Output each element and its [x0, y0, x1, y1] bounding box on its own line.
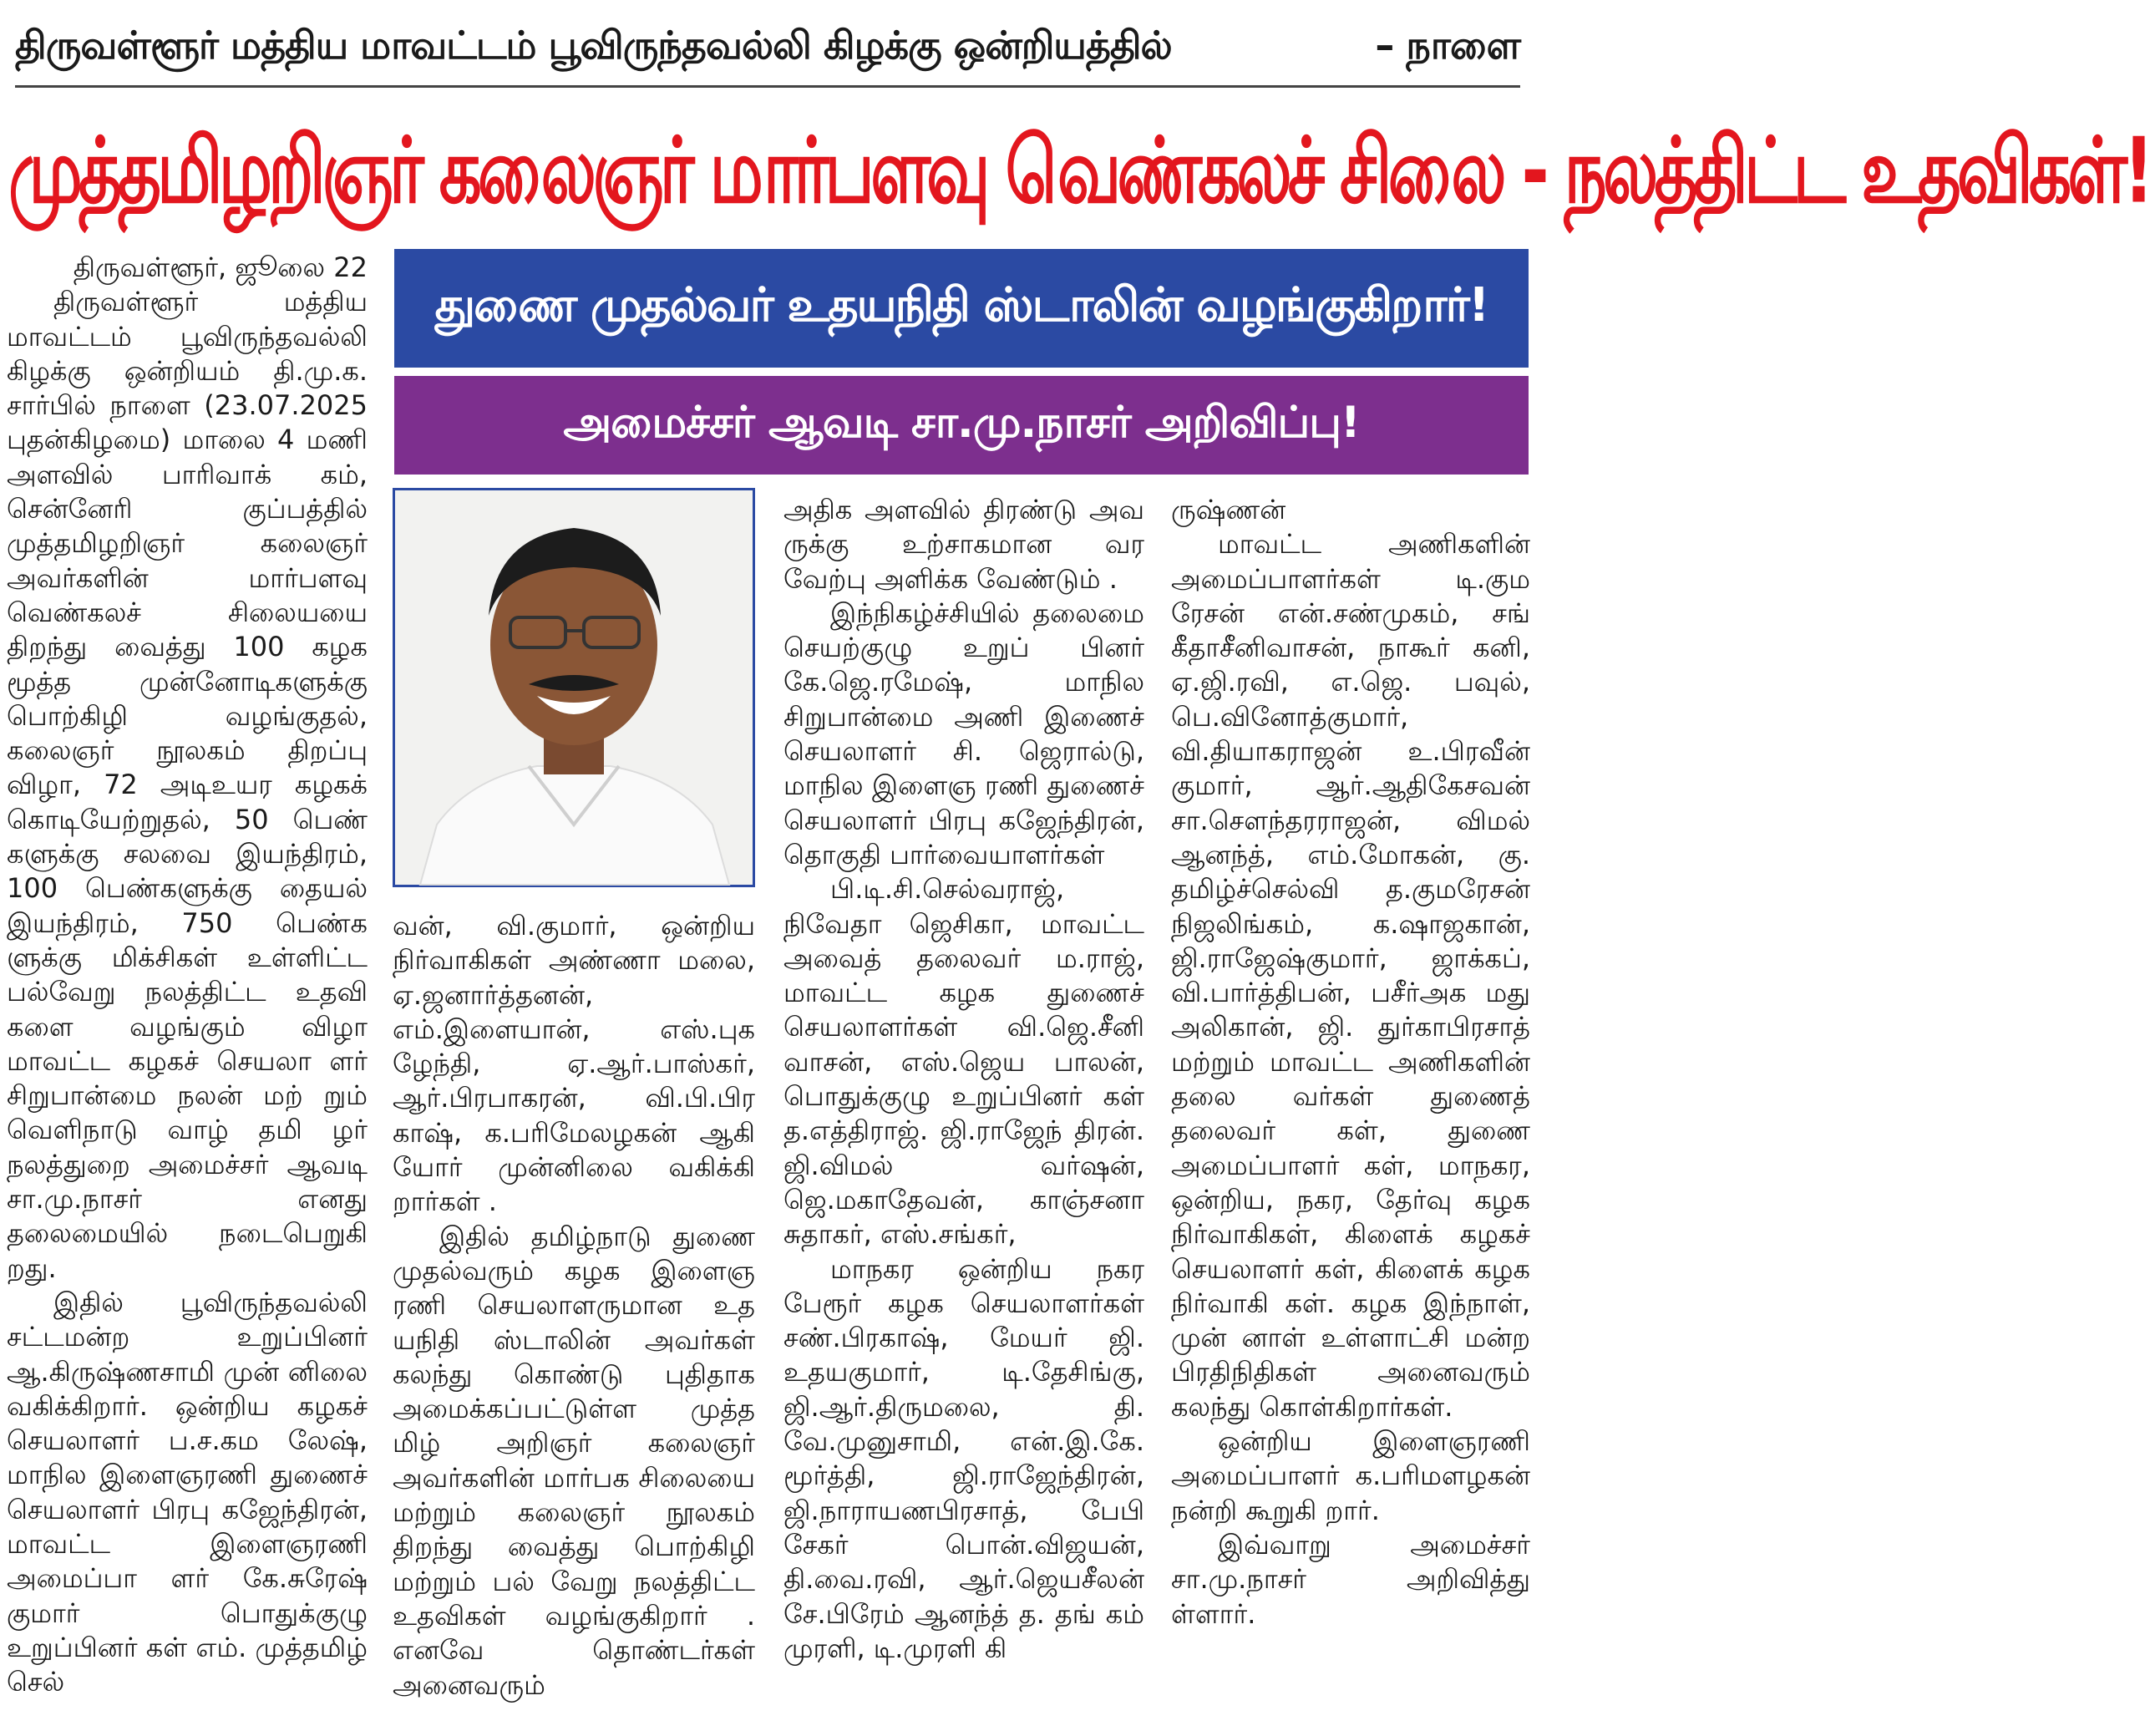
paragraph: மாநகர ஒன்றிய நகர பேரூர் கழக செயலாளர்கள் சண்.பிரகாஷ், மேயர் ஜி. உதயகுமார், டி.தேசிங்கு, ஜி.ஆர்.திருமலை, தி. வே.முனுசாமி, என்.இ.கே. மூர்த்தி, ஜி.ராஜேந்திரன், ஜி.நாராயணபிரசாத், பேபி சேகர் பொன்.விஜயன், தி.வை.ரவி, ஆர்.ஜெயசீலன் சே.பிரேம் ஆனந்த் த. தங் கம் முரளி, டி.முரளி கி	[783, 1252, 1144, 1664]
subheadline-blue-text: துணை முதல்வர் உதயநிதி ஸ்டாலின் வழங்குகிறார்!	[434, 278, 1488, 332]
dateline: திருவள்ளூர், ஜூலை 22	[73, 251, 368, 283]
kicker-tail: – நாளை	[1375, 22, 1520, 68]
paragraph: அதிக அளவில் திரண்டு அவ ருக்கு உற்சாகமான வர வேற்பு அளிக்க வேண்டும் .	[783, 494, 1144, 595]
column-1	[7, 251, 368, 1699]
portrait-illustration	[395, 490, 753, 885]
paragraph: இவ்வாறு அமைச்சர் சா.மு.நாசர் அறிவித்து ள்ளார்.	[1171, 1528, 1530, 1630]
subheadline-purple-text: அமைச்சர் ஆவடி சா.மு.நாசர் அறிவிப்பு!	[563, 397, 1360, 448]
subheadline-banner-purple	[394, 376, 1529, 475]
subheadline-banner-blue	[394, 249, 1529, 368]
paragraph: வன், வி.குமார், ஒன்றிய நிர்வாகிகள் அண்ணா மலை, ஏ.ஜனார்த்தனன், எம்.இளையான், எஸ்.புக ழேந்தி, ஏ.ஆர்.பாஸ்கர், ஆர்.பிரபாகரன், வி.பி.பிர காஷ், க.பரிமேலழகன் ஆகி யோர் முன்னிலை வகிக்கி றார்கள் .	[393, 910, 755, 1218]
column-3	[783, 493, 1144, 1666]
main-headline: முத்தமிழறிஞர் கலைஞர் மார்பளவு வெண்கலச் சிலை - நலத்திட்ட உதவிகள்!	[8, 118, 2150, 224]
column-4	[1171, 493, 1530, 1632]
kicker-line	[15, 15, 1520, 80]
minister-photo	[393, 488, 755, 887]
paragraph: பி.டி.சி.செல்வராஜ், நிவேதா ஜெசிகா, மாவட்ட அவைத் தலைவர் ம.ராஜ், மாவட்ட கழக துணைச் செயலாளர்கள் வி.ஜெ.சீனி வாசன், எஸ்.ஜெய பாலன், பொதுக்குழு உறுப்பினர் கள் த.எத்திராஜ். ஜி.ராஜேந் திரன். ஜி.விமல் வர்ஷன், ஜெ.மகாதேவன், காஞ்சனா சுதாகர், எஸ்.சங்கர்,	[783, 873, 1144, 1251]
paragraph: ஒன்றிய இளைஞரணி அமைப்பாளர் க.பரிமளழகன் நன்றி கூறுகி றார்.	[1171, 1425, 1530, 1526]
column-2	[393, 909, 755, 1703]
paragraph: ருஷ்ணன்	[1171, 494, 1286, 525]
paragraph: இந்நிகழ்ச்சியில் தலைமை செயற்குழு உறுப் பினர் கே.ஜெ.ரமேஷ், மாநில சிறுபான்மை அணி இணைச் செயலாளர் சி. ஜெரால்டு, மாநில இளைஞ ரணி துணைச் செயலாளர் பிரபு கஜேந்திரன், தொகுதி பார்வையாளர்கள்	[783, 596, 1144, 871]
paragraph: திருவள்ளூர் மத்திய மாவட்டம் பூவிருந்தவல்லி கிழக்கு ஒன்றியம் தி.மு.க. சார்பில் நாளை (23.07.2025 புதன்கிழமை) மாலை 4 மணி அளவில் பாரிவாக் கம், சென்னேரி குப்பத்தில் முத்தமிழறிஞர் கலைஞர் அவர்களின் மார்பளவு வெண்கலச் சிலையயை திறந்து வைத்து 100 கழக மூத்த முன்னோடிகளுக்கு பொற்கிழி வழங்குதல், கலைஞர் நூலகம் திறப்பு விழா, 72 அடிஉயர கழகக் கொடியேற்றுதல், 50 பெண் களுக்கு சலவை இயந்திரம், 100 பெண்களுக்கு தையல் இயந்திரம், 750 பெண்க ளுக்கு மிக்சிகள் உள்ளிட்ட பல்வேறு நலத்திட்ட உதவி களை வழங்கும் விழா மாவட்ட கழகச் செயலா ளர் சிறுபான்மை நலன் மற் றும் வெளிநாடு வாழ் தமி ழர் நலத்துறை அமைச்சர் ஆவடி சா.மு.நாசர் எனது தலைமையில் நடைபெறுகி றது.	[7, 286, 368, 1284]
kicker-divider	[15, 85, 1520, 88]
paragraph: மாவட்ட அணிகளின் அமைப்பாளர்கள் டி.கும ரேசன் என்.சண்முகம், சங் கீதாசீனிவாசன், நாகூர் கனி, ஏ.ஜி.ரவி, எ.ஜெ. பவுல், பெ.வினோத்குமார், வி.தியாகராஜன் உ.பிரவீன் குமார், ஆர்.ஆதிகேசவன் சா.சௌந்தரராஜன், விமல் ஆனந்த், எம்.மோகன், கு. தமிழ்ச்செல்வி த.குமரேசன் நிஜலிங்கம், க.ஷாஜகான், ஜி.ராஜேஷ்குமார், ஜாக்கப், வி.பார்த்திபன், பசீர்அக மது அலிகான், ஜி. துர்காபிரசாத் மற்றும் மாவட்ட அணிகளின் தலை வர்கள் துணைத் தலைவர் கள், துணை அமைப்பாளர் கள், மாநகர, ஒன்றிய, நகர, தேர்வு கழக நிர்வாகிகள், கிளைக் கழகச் செயலாளர் கள், கிளைக் கழக நிர்வாகி கள். கழக இந்நாள், முன் னாள் உள்ளாட்சி மன்ற பிரதிநிதிகள் அனைவரும் கலந்து கொள்கிறார்கள்.	[1171, 528, 1530, 1423]
paragraph: இதில் பூவிருந்தவல்லி சட்டமன்ற உறுப்பினர் ஆ.கிருஷ்ணசாமி முன் னிலை வகிக்கிறார். ஒன்றிய கழகச் செயலாளர் ப.ச.கம லேஷ், மாநில இளைஞரணி துணைச் செயலாளர் பிரபு கஜேந்திரன், மாவட்ட இளைஞரணி அமைப்பா ளர் கே.சுரேஷ் குமார் பொதுக்குழு உறுப்பினர் கள் எம். முத்தமிழ் செல்	[7, 1286, 368, 1698]
kicker-text: திருவள்ளூர் மத்திய மாவட்டம் பூவிருந்தவல்லி கிழக்கு ஒன்றியத்தில்	[15, 22, 1172, 68]
paragraph: இதில் தமிழ்நாடு துணை முதல்வரும் கழக இளைஞ ரணி செயலாளருமான உத யநிதி ஸ்டாலின் அவர்கள் கலந்து கொண்டு புதிதாக அமைக்கப்பட்டுள்ள முத்த மிழ் அறிஞர் கலைஞர் அவர்களின் மார்பக சிலையை மற்றும் கலைஞர் நூலகம் திறந்து வைத்து பொற்கிழி மற்றும் பல் வேறு நலத்திட்ட உதவிகள் வழங்குகிறார் . எனவே தொண்டர்கள் அனைவரும்	[393, 1220, 755, 1701]
